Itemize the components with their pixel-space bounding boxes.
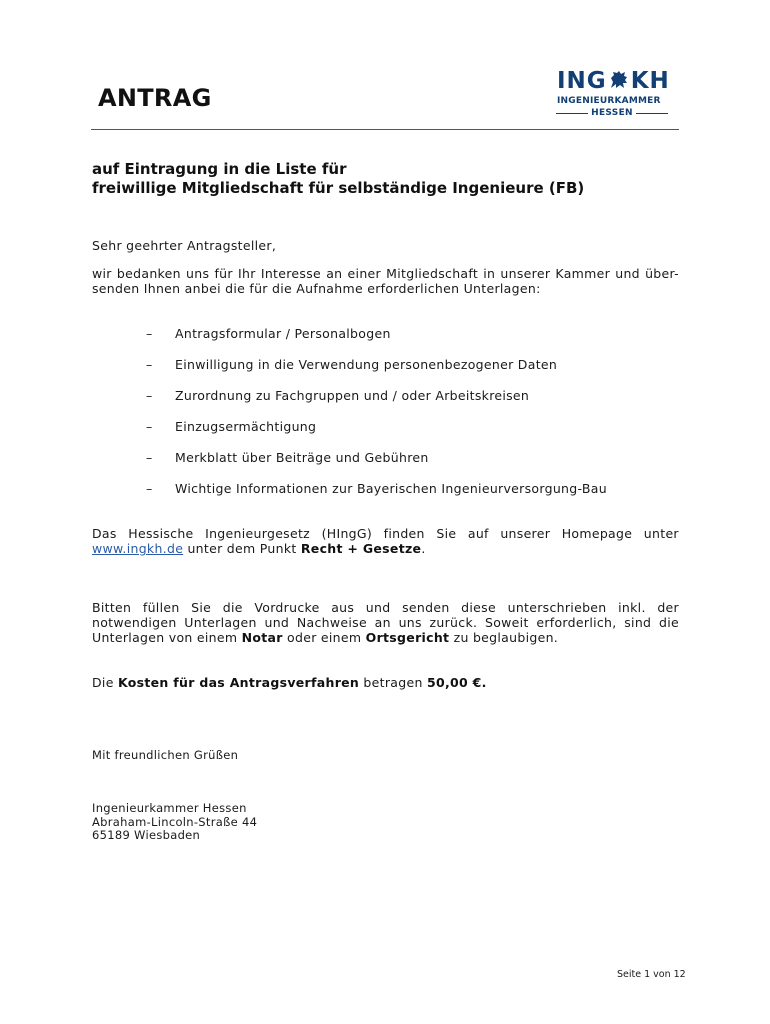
logo-wordmark <box>557 66 670 96</box>
list-item <box>146 326 679 357</box>
law-mid-text: unter dem Punkt <box>183 541 301 556</box>
logo-text-right: KH <box>630 68 670 94</box>
salutation: Sehr geehrter Antragsteller, <box>92 238 277 253</box>
law-word: unserer <box>500 526 551 541</box>
list-item <box>146 419 679 450</box>
list-marker: – <box>146 450 153 465</box>
list-item <box>146 357 679 388</box>
ortsgericht-text: Ortsgericht <box>365 630 450 645</box>
document-title: ANTRAG <box>98 84 212 112</box>
ingkh-logo <box>556 66 670 122</box>
instructions-text: Bitten füllen Sie die Vordrucke aus und senden diese unterschrieben inkl. der notwendigen Unterlagen und Nachweise an uns zurück. Soweit erforderlich, sind die Unterlagen von einem <box>92 600 679 645</box>
list-marker: – <box>146 481 153 496</box>
law-word: (HIngG) <box>321 526 373 541</box>
list-item <box>146 481 679 512</box>
law-word: auf <box>467 526 489 541</box>
list-marker: – <box>146 357 153 372</box>
costs-amount: 50,00 €. <box>426 675 487 690</box>
law-line1 <box>92 526 679 541</box>
address-line: Abraham-Lincoln-Straße 44 <box>92 814 258 829</box>
law-paragraph <box>92 526 679 556</box>
list-item <box>146 450 679 481</box>
law-word: Sie <box>436 526 457 541</box>
header-divider <box>91 129 679 130</box>
address-line: Ingenieurkammer Hessen <box>92 801 247 815</box>
law-word: Ingenieurgesetz <box>205 526 311 541</box>
list-item-text: Antragsformular / Personalbogen <box>175 326 391 341</box>
documents-list <box>146 326 679 512</box>
logo-rule-right <box>636 113 668 114</box>
law-line2 <box>92 541 679 556</box>
page-number: Seite 1 von 12 <box>617 969 686 980</box>
list-item <box>146 388 679 419</box>
law-end: . <box>421 541 426 556</box>
law-word: Das <box>92 526 117 541</box>
law-section-name: Recht + Gesetze <box>300 541 422 556</box>
intro-paragraph: wir bedanken uns für Ihr Interesse an einer Mitgliedschaft in unserer Kammer und über-senden Ihnen anbei die für die Aufnahme erforderlichen Unterlagen: <box>92 266 679 296</box>
law-word: Hessische <box>128 526 194 541</box>
costs-text: Die <box>92 675 118 690</box>
list-marker: – <box>146 326 153 341</box>
sender-address <box>92 802 257 843</box>
list-item-text: Merkblatt über Beiträge und Gebühren <box>175 450 429 465</box>
logo-rule-left <box>556 113 588 114</box>
list-item-text: Zurordnung zu Fachgruppen und / oder Arbeitskreisen <box>175 388 530 403</box>
subtitle-line2: freiwillige Mitgliedschaft für selbständige Ingenieure (FB) <box>92 179 585 197</box>
logo-line2 <box>556 108 668 118</box>
instructions-text: oder einem <box>282 630 366 645</box>
costs-paragraph <box>92 675 487 690</box>
logo-text-left: ING <box>557 68 607 94</box>
law-word: finden <box>383 526 425 541</box>
law-word: unter <box>643 526 679 541</box>
closing: Mit freundlichen Grüßen <box>92 748 239 762</box>
instructions-text: zu beglaubigen. <box>449 630 559 645</box>
costs-label: Kosten für das Antragsverfahren <box>117 675 360 690</box>
instructions-paragraph <box>92 600 679 645</box>
list-item-text: Wichtige Informationen zur Bayerischen Ingenieurversorgung-Bau <box>175 481 607 496</box>
costs-text: betragen <box>359 675 427 690</box>
logo-line2-text: HESSEN <box>591 108 633 118</box>
list-item-text: Einzugsermächtigung <box>175 419 317 434</box>
logo-line1: INGENIEURKAMMER <box>557 96 661 106</box>
list-marker: – <box>146 388 153 403</box>
list-item-text: Einwilligung in die Verwendung personenbezogener Daten <box>175 357 558 372</box>
lion-icon <box>608 69 630 91</box>
law-word: Homepage <box>561 526 633 541</box>
address-line: 65189 Wiesbaden <box>92 828 201 842</box>
notar-text: Notar <box>241 630 283 645</box>
document-subtitle <box>92 160 682 198</box>
subtitle-line1: auf Eintragung in die Liste für <box>92 160 347 178</box>
list-marker: – <box>146 419 153 434</box>
homepage-link[interactable]: www.ingkh.de <box>92 541 184 556</box>
